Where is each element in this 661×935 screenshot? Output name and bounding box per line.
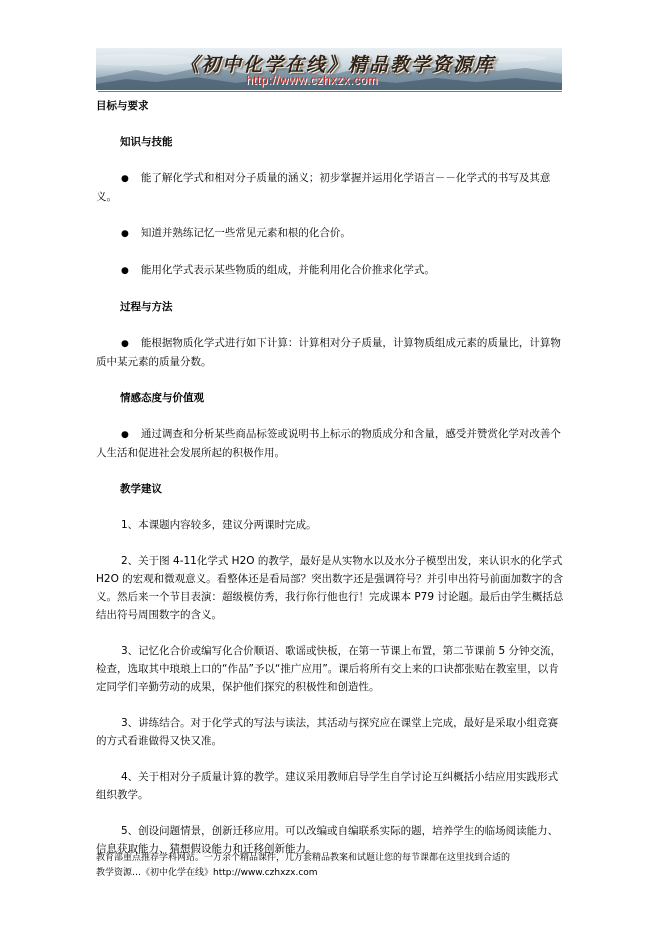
teaching-heading: 教学建议: [120, 483, 162, 495]
header-banner: [96, 48, 562, 90]
teaching-paragraph: 4、关于相对分子质量计算的教学。建议采用教师启导学生自学讨论互纠概括小结应用实践形式组织教学。: [96, 771, 559, 801]
banner-url[interactable]: http://www.czhxzx.com: [246, 73, 378, 87]
knowledge-item: ● 能用化学式表示某些物质的组成，并能利用化合价推求化学式。: [121, 264, 435, 276]
knowledge-item: ● 知道并熟练记忆一些常见元素和根的化合价。: [121, 227, 351, 239]
document-body: [96, 97, 564, 858]
knowledge-item: ● 能了解化学式和相对分子质量的涵义；初步掌握并运用化学语言－－化学式的书写及其意义。: [96, 172, 551, 203]
section-title: 目标与要求: [96, 100, 149, 112]
emotion-heading: 情感态度与价值观: [120, 392, 204, 404]
footer-line-2: 教学资源…《初中化学在线》http://www.czhxzx.com: [96, 868, 318, 878]
bullet-icon: ●: [121, 266, 129, 276]
bullet-icon: ●: [121, 174, 129, 184]
banner-title: 《初中化学在线》精品教学资源库: [180, 54, 496, 76]
teaching-paragraph: 2、关于图 4-11化学式 H2O 的教学，最好是从实物水以及水分子模型出发，来认识水的化学式 H2O 的宏观和微观意义。看整体还是看局部？突出数字还是强调符号？并引申出符号前面加数字的含义。然后来一个节目表演：超级模仿秀，我行你行他也行！完成课本 P79 讨论题。最后由学生概括总结出符号周围数字的含义。: [96, 555, 564, 621]
teaching-paragraph: 3、记忆化合价或编写化合价顺语、歌谣或快板，在第一节课上布置，第二节课前 5 分钟交流，检查，选取其中琅琅上口的“作品”予以“推广应用”。课后将所有交上来的口诀都张贴在教室里，以肯定同学们辛勤劳动的成果，保护他们探究的积极性和创造性。: [96, 645, 562, 693]
bullet-icon: ●: [121, 430, 129, 440]
knowledge-heading: 知识与技能: [120, 136, 173, 148]
header-divider: [98, 91, 562, 92]
process-heading: 过程与方法: [120, 301, 173, 313]
teaching-paragraph: 1、本课题内容较多，建议分两课时完成。: [121, 519, 317, 531]
footer-url-link[interactable]: http://www.czhxzx.com: [213, 868, 318, 878]
teaching-paragraph: 3、讲练结合。对于化学式的写法与读法，其活动与探究应在课堂上完成，最好是采取小组竞赛的方式看谁做得又快又准。: [96, 717, 559, 747]
bullet-icon: ●: [121, 339, 129, 349]
bullet-icon: ●: [121, 229, 129, 239]
process-item: ● 能根据物质化学式进行如下计算：计算相对分子质量，计算物质组成元素的质量比，计算物质中某元素的质量分数。: [96, 337, 561, 368]
footer-line-1: 教育部重点推荐学科网站。一万余个精品课件，几万套精品教案和试题让您的每节课都在这里找到合适的: [96, 853, 511, 863]
teaching-paragraph: 5、创设问题情景，创新迁移应用。可以改编或自编联系实际的题，培养学生的临场阅读能力、信息获取能力、猜想假设能力和迁移创新能力。: [96, 825, 559, 855]
page-footer: [96, 851, 566, 881]
emotion-item: ● 通过调查和分析某些商品标签或说明书上标示的物质成分和含量，感受并赞赏化学对改善个人生活和促进社会发展所起的积极作用。: [96, 428, 561, 459]
